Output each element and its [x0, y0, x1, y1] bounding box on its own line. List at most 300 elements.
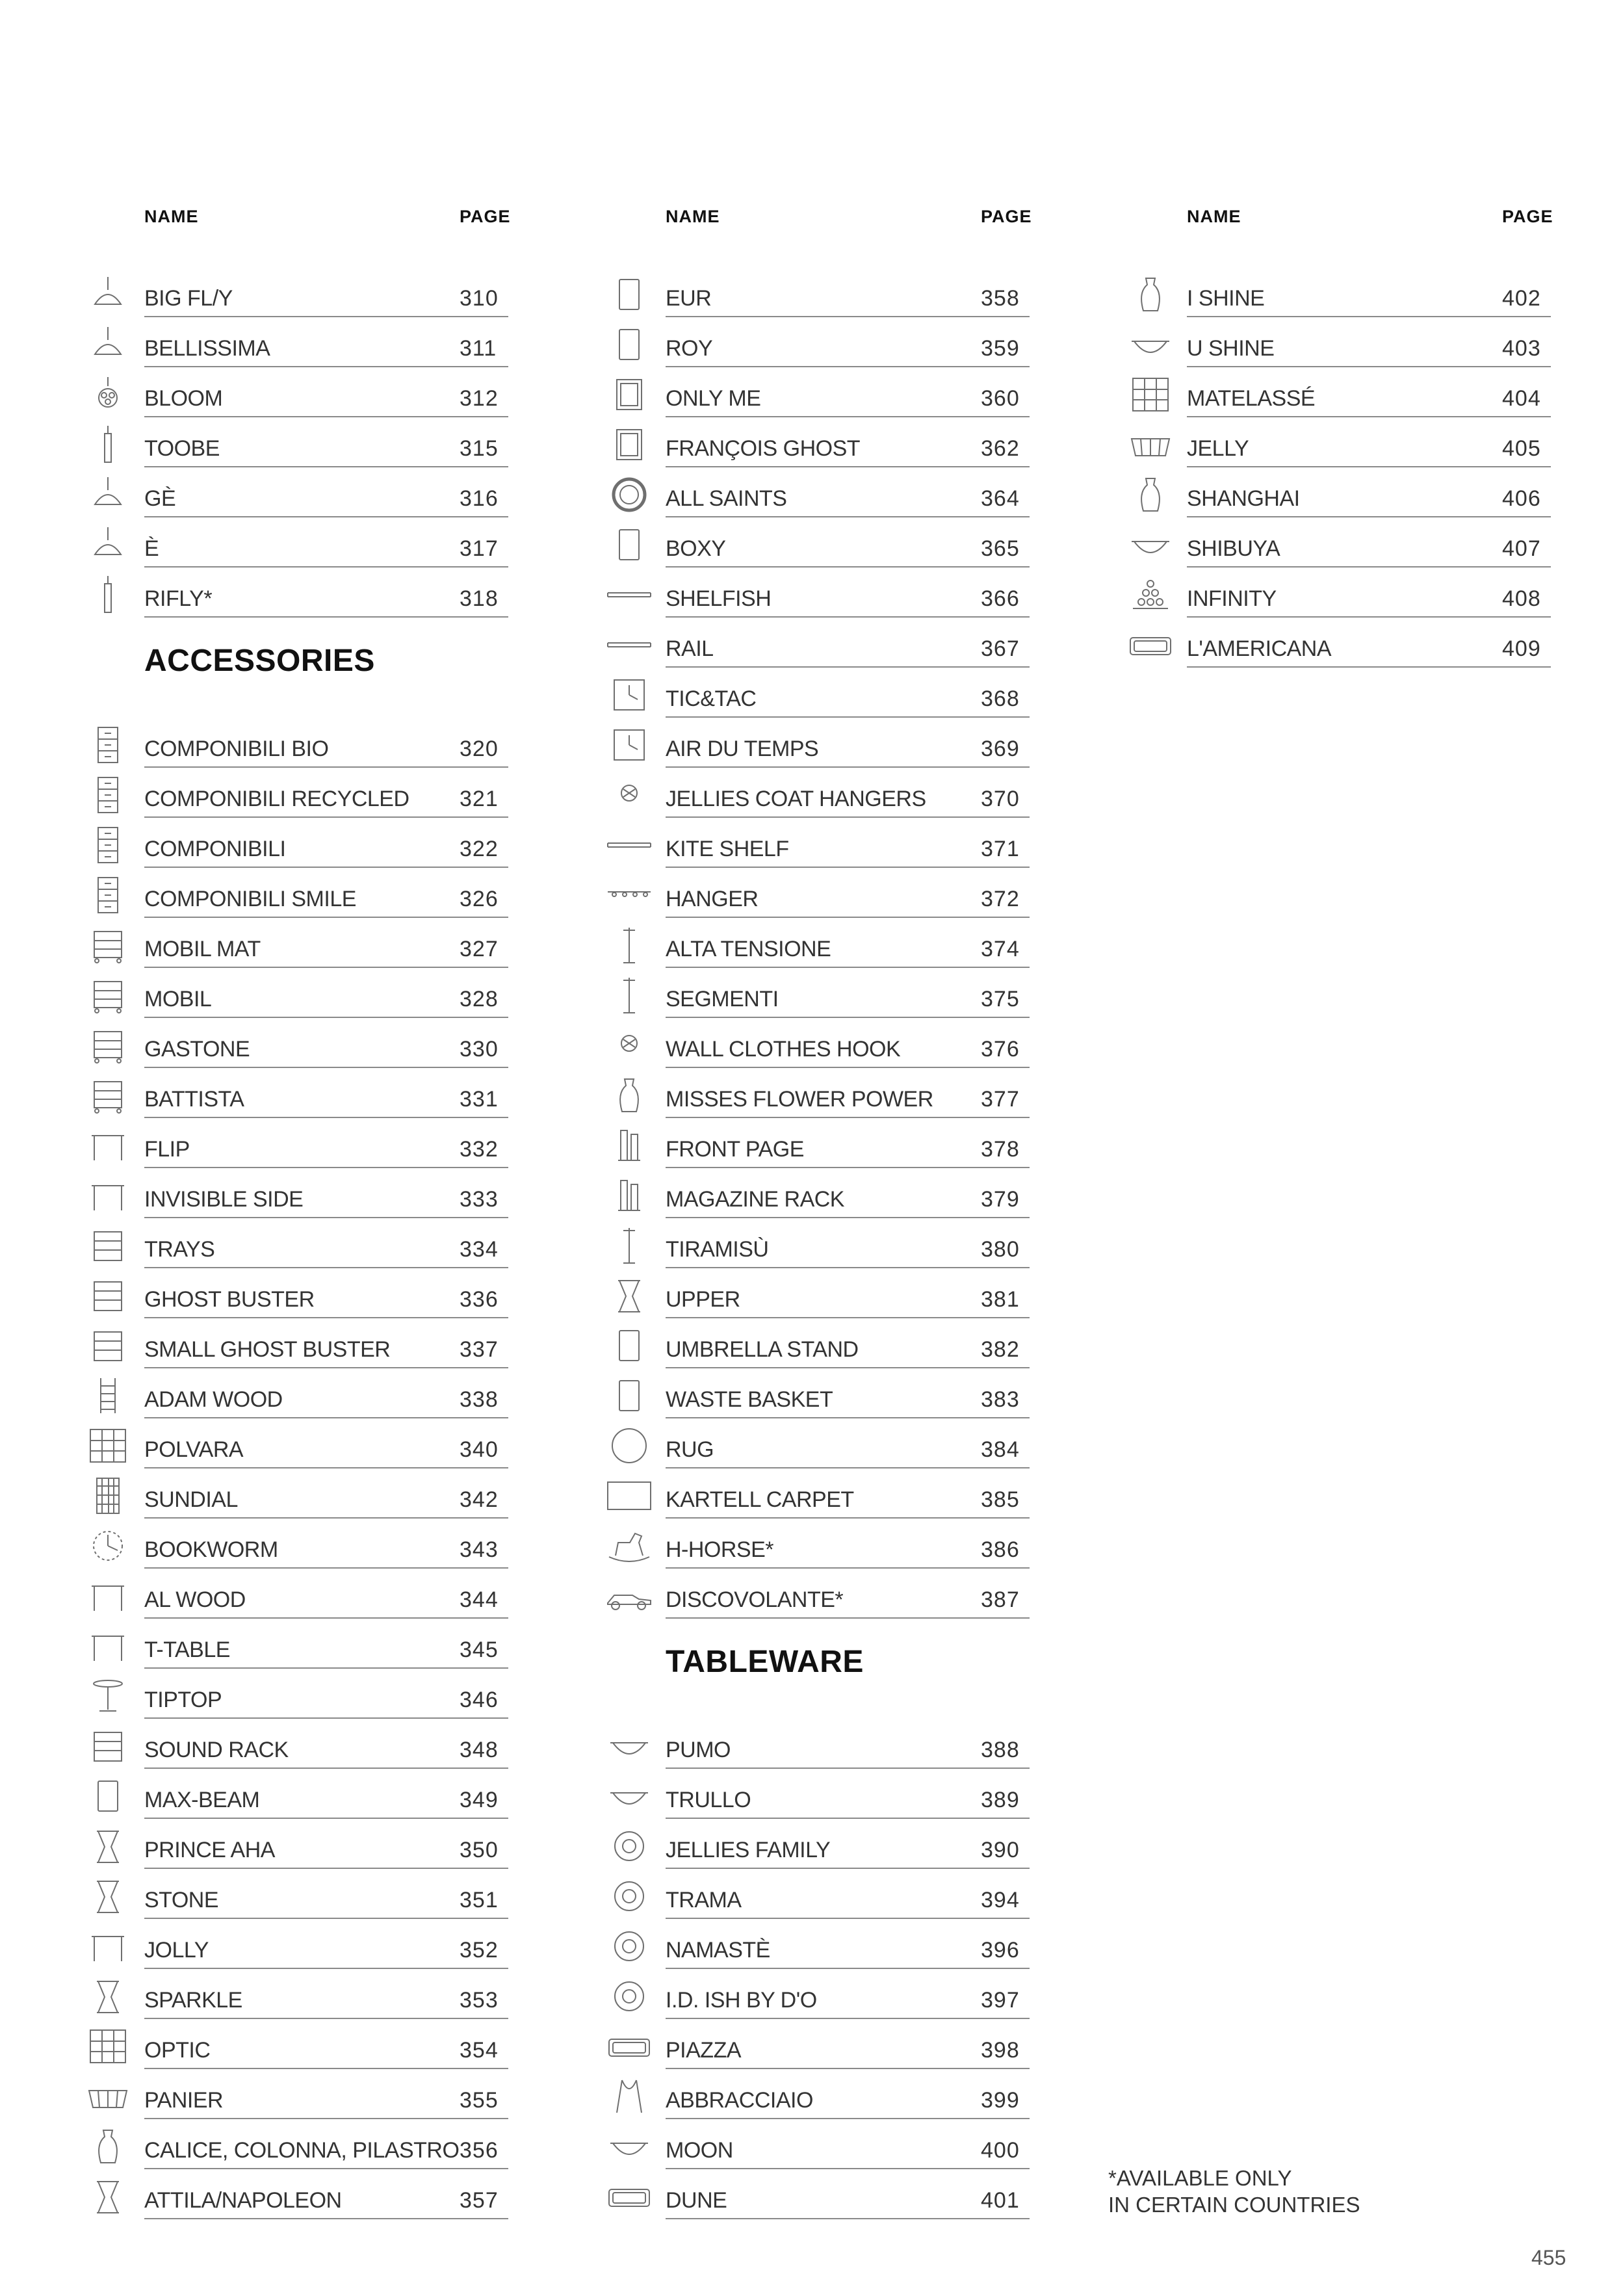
- bookcase-icon: [83, 1477, 133, 1515]
- entry-divider: [666, 2218, 1030, 2219]
- box-icon: [604, 526, 655, 564]
- plate-icon: [604, 1827, 655, 1865]
- box-icon: [83, 1777, 133, 1815]
- entry-name: ALTA TENSIONE: [666, 937, 831, 961]
- entry-name: TRULLO: [666, 1788, 751, 1812]
- entry-divider: [144, 1818, 508, 1819]
- index-entry: [144, 572, 664, 622]
- entry-page-number: 358: [981, 286, 1020, 311]
- toy-car-icon: [604, 1577, 655, 1615]
- entry-page-number: 342: [460, 1487, 499, 1512]
- entry-divider: [144, 917, 508, 918]
- entry-page-number: 374: [981, 937, 1020, 961]
- index-entry: [666, 2074, 1186, 2124]
- shelf-icon: [83, 1277, 133, 1314]
- section-title-tableware: TABLEWARE: [666, 1645, 864, 1679]
- index-entry: [666, 1974, 1186, 2024]
- column-header: [144, 207, 664, 233]
- entry-name: MOBIL: [144, 987, 212, 1011]
- entry-name: FRANÇOIS GHOST: [666, 436, 861, 461]
- entry-page-number: 352: [460, 1938, 499, 1963]
- entry-divider: [144, 2218, 508, 2219]
- entry-page-number: 366: [981, 586, 1020, 611]
- page-column-label: PAGE: [460, 207, 511, 226]
- entry-divider: [1187, 466, 1551, 467]
- index-entry: [144, 2174, 664, 2224]
- entry-page-number: 330: [460, 1037, 499, 1062]
- footnote: [1108, 2165, 1360, 2218]
- entry-name: ALL SAINTS: [666, 486, 787, 511]
- vase-icon: [604, 1076, 655, 1114]
- index-entry: [144, 722, 664, 772]
- entry-divider: [666, 1467, 1030, 1468]
- entry-name: TOOBE: [144, 436, 220, 461]
- index-entry: [666, 372, 1186, 422]
- entry-divider: [666, 1768, 1030, 1769]
- entry-page-number: 343: [460, 1537, 499, 1562]
- entry-name: TIPTOP: [144, 1688, 222, 1712]
- entry-name: BLOOM: [144, 386, 223, 411]
- index-entry: [144, 372, 664, 422]
- entry-name: BOXY: [666, 536, 726, 561]
- grid-shelf-icon: [1125, 376, 1176, 413]
- entry-name: I.D. ISH BY D'O: [666, 1988, 817, 2013]
- index-entry: [666, 422, 1186, 472]
- table-icon: [83, 1627, 133, 1665]
- entry-page-number: 327: [460, 937, 499, 961]
- round-shelf-icon: [83, 1527, 133, 1565]
- entry-divider: [666, 967, 1030, 968]
- index-entry: [144, 1173, 664, 1223]
- entry-name: NAMASTÈ: [666, 1938, 770, 1963]
- entry-divider: [666, 1267, 1030, 1268]
- grid-shelf-icon: [83, 1427, 133, 1465]
- bloom-lamp-icon: [83, 376, 133, 413]
- entry-divider: [144, 1117, 508, 1118]
- entry-divider: [144, 1918, 508, 1919]
- index-entry: [666, 572, 1186, 622]
- index-entry: [144, 2124, 664, 2174]
- table-icon: [83, 1177, 133, 1214]
- mirror-icon: [604, 426, 655, 463]
- box-icon: [604, 1327, 655, 1364]
- index-entry: [144, 1223, 664, 1273]
- index-entry: [666, 1823, 1186, 1873]
- entry-name: KARTELL CARPET: [666, 1487, 854, 1512]
- entry-page-number: 377: [981, 1087, 1020, 1112]
- entry-name: AIR DU TEMPS: [666, 737, 819, 761]
- entry-name: BIG FL/Y: [144, 286, 233, 311]
- entry-page-number: 331: [460, 1087, 499, 1112]
- entry-page-number: 375: [981, 987, 1020, 1011]
- entry-page-number: 406: [1502, 486, 1541, 511]
- bowl-icon: [1125, 526, 1176, 564]
- entry-name: SPARKLE: [144, 1988, 242, 2013]
- entry-page-number: 315: [460, 436, 499, 461]
- entry-name: RUG: [666, 1437, 714, 1462]
- entry-page-number: 400: [981, 2138, 1020, 2163]
- entry-divider: [666, 616, 1030, 618]
- entry-name: JELLIES FAMILY: [666, 1838, 831, 1862]
- entry-page-number: 334: [460, 1237, 499, 1262]
- entry-divider: [666, 2068, 1030, 2069]
- entry-page-number: 401: [981, 2188, 1020, 2213]
- entry-page-number: 381: [981, 1287, 1020, 1312]
- entry-name: POLVARA: [144, 1437, 244, 1462]
- hook-icon: [604, 776, 655, 814]
- plate-icon: [604, 1927, 655, 1965]
- entry-name: U SHINE: [1187, 336, 1275, 361]
- entry-name: COMPONIBILI: [144, 837, 286, 861]
- entry-name: H-HORSE*: [666, 1537, 774, 1562]
- box-icon: [604, 276, 655, 313]
- entry-name: INFINITY: [1187, 586, 1277, 611]
- entry-name: PUMO: [666, 1738, 731, 1762]
- entry-page-number: 360: [981, 386, 1020, 411]
- entry-name: GÈ: [144, 486, 176, 511]
- entry-divider: [144, 366, 508, 367]
- wall-shelf-icon: [604, 576, 655, 614]
- index-entry: [144, 1123, 664, 1173]
- entry-divider: [666, 1617, 1030, 1619]
- index-entry: [666, 472, 1186, 522]
- coat-stand-icon: [604, 1227, 655, 1264]
- entry-page-number: 340: [460, 1437, 499, 1462]
- entry-name: BELLISSIMA: [144, 336, 270, 361]
- index-entry: [1187, 472, 1623, 522]
- entry-name: COMPONIBILI RECYCLED: [144, 787, 409, 811]
- entry-divider: [666, 1117, 1030, 1118]
- vase-icon: [1125, 476, 1176, 514]
- entry-page-number: 398: [981, 2038, 1020, 2063]
- tube-lamp-icon: [83, 576, 133, 614]
- index-entry: [666, 972, 1186, 1023]
- entry-divider: [144, 1768, 508, 1769]
- shelf-icon: [83, 1227, 133, 1264]
- entry-page-number: 338: [460, 1387, 499, 1412]
- index-entry: [144, 1473, 664, 1523]
- index-entry: [666, 1573, 1186, 1623]
- entry-page-number: 383: [981, 1387, 1020, 1412]
- entry-page-number: 344: [460, 1587, 499, 1612]
- drawer-unit-icon: [83, 726, 133, 764]
- index-entry: [1187, 272, 1623, 322]
- index-entry: [666, 522, 1186, 572]
- entry-divider: [666, 867, 1030, 868]
- entry-page-number: 346: [460, 1688, 499, 1712]
- entry-divider: [666, 2168, 1030, 2169]
- entry-page-number: 370: [981, 787, 1020, 811]
- entry-page-number: 351: [460, 1888, 499, 1912]
- section-title-accessories: ACCESSORIES: [144, 644, 375, 678]
- entry-page-number: 376: [981, 1037, 1020, 1062]
- entry-divider: [144, 1267, 508, 1268]
- entry-name: MAGAZINE RACK: [666, 1187, 844, 1212]
- entry-divider: [666, 1868, 1030, 1869]
- index-entry: [144, 472, 664, 522]
- index-entry: [144, 1773, 664, 1823]
- index-entry: [666, 2024, 1186, 2074]
- entry-name: RIFLY*: [144, 586, 213, 611]
- entry-divider: [144, 967, 508, 968]
- entry-divider: [666, 1217, 1030, 1218]
- entry-name: TIC&TAC: [666, 686, 757, 711]
- entry-name: STONE: [144, 1888, 219, 1912]
- entry-divider: [144, 316, 508, 317]
- footnote-line-1: *AVAILABLE ONLY: [1108, 2166, 1292, 2190]
- trolley-icon: [83, 1076, 133, 1114]
- entry-name: TIRAMISÙ: [666, 1237, 769, 1262]
- entry-page-number: 394: [981, 1888, 1020, 1912]
- entry-divider: [144, 1968, 508, 1969]
- entry-page-number: 409: [1502, 636, 1541, 661]
- entry-divider: [144, 1167, 508, 1168]
- entry-page-number: 397: [981, 1988, 1020, 2013]
- index-entry: [666, 872, 1186, 922]
- entry-page-number: 379: [981, 1187, 1020, 1212]
- entry-divider: [666, 917, 1030, 918]
- entry-divider: [666, 1968, 1030, 1969]
- index-entry: [666, 272, 1186, 322]
- entry-divider: [144, 416, 508, 417]
- entry-divider: [666, 316, 1030, 317]
- entry-name: WASTE BASKET: [666, 1387, 833, 1412]
- entry-name: EUR: [666, 286, 712, 311]
- entry-page-number: 320: [460, 737, 499, 761]
- page-column-label: PAGE: [981, 207, 1032, 226]
- entry-name: RAIL: [666, 636, 714, 661]
- table-icon: [83, 1577, 133, 1615]
- entry-name: WALL CLOTHES HOOK: [666, 1037, 901, 1062]
- entry-divider: [144, 766, 508, 768]
- entry-name: COMPONIBILI SMILE: [144, 887, 356, 911]
- entry-page-number: 355: [460, 2088, 499, 2113]
- entry-divider: [666, 566, 1030, 567]
- ladder-icon: [83, 1377, 133, 1415]
- pendant-lamp-icon: [83, 276, 133, 313]
- round-rug-icon: [604, 1427, 655, 1465]
- entry-divider: [144, 1067, 508, 1068]
- trolley-icon: [83, 1026, 133, 1064]
- entry-divider: [144, 2018, 508, 2019]
- index-entry: [144, 1623, 664, 1673]
- entry-divider: [666, 366, 1030, 367]
- index-entry: [144, 1073, 664, 1123]
- entry-page-number: 316: [460, 486, 499, 511]
- entry-page-number: 369: [981, 737, 1020, 761]
- entry-page-number: 350: [460, 1838, 499, 1862]
- entry-name: TRAMA: [666, 1888, 742, 1912]
- index-entry: [666, 1523, 1186, 1573]
- index-entry: [144, 272, 664, 322]
- index-entry: [666, 1473, 1186, 1523]
- bowl-icon: [1125, 326, 1176, 363]
- name-column-label: NAME: [144, 207, 199, 226]
- entry-page-number: 311: [460, 336, 497, 361]
- entry-divider: [666, 2018, 1030, 2019]
- entry-divider: [666, 2118, 1030, 2119]
- entry-name: PANIER: [144, 2088, 224, 2113]
- stand-icon: [604, 2078, 655, 2115]
- index-entry: [144, 1373, 664, 1423]
- index-entry: [1187, 622, 1623, 672]
- entry-name: DISCOVOLANTE*: [666, 1587, 844, 1612]
- entry-page-number: 318: [460, 586, 499, 611]
- entry-divider: [144, 2118, 508, 2119]
- entry-page-number: 382: [981, 1337, 1020, 1362]
- entry-name: ROY: [666, 336, 713, 361]
- entry-name: MOON: [666, 2138, 733, 2163]
- entry-name: AL WOOD: [144, 1587, 246, 1612]
- round-mirror-icon: [604, 476, 655, 514]
- entry-name: L'AMERICANA: [1187, 636, 1332, 661]
- trolley-icon: [83, 976, 133, 1014]
- index-entry: [144, 1924, 664, 1974]
- index-entry: [144, 1273, 664, 1323]
- entry-divider: [1187, 416, 1551, 417]
- box-icon: [604, 1377, 655, 1415]
- entry-page-number: 317: [460, 536, 499, 561]
- entry-name: È: [144, 536, 159, 561]
- entry-divider: [666, 1317, 1030, 1318]
- clock-icon: [604, 726, 655, 764]
- stool-icon: [604, 1277, 655, 1314]
- entry-name: SOUND RACK: [144, 1738, 289, 1762]
- pedestal-table-icon: [83, 1677, 133, 1715]
- index-entry: [666, 1323, 1186, 1373]
- entry-page-number: 333: [460, 1187, 499, 1212]
- entry-page-number: 357: [460, 2188, 499, 2213]
- entry-divider: [144, 2068, 508, 2069]
- plate-icon: [604, 1877, 655, 1915]
- entry-divider: [144, 616, 508, 618]
- entry-page-number: 312: [460, 386, 499, 411]
- stool-icon: [83, 1977, 133, 2015]
- index-entry: [144, 422, 664, 472]
- entry-page-number: 372: [981, 887, 1020, 911]
- pendant-lamp-icon: [83, 476, 133, 514]
- entry-name: I SHINE: [1187, 286, 1265, 311]
- entry-divider: [144, 1217, 508, 1218]
- entry-page-number: 364: [981, 486, 1020, 511]
- entry-divider: [144, 466, 508, 467]
- footnote-line-2: IN CERTAIN COUNTRIES: [1108, 2193, 1360, 2217]
- index-entry: [144, 1823, 664, 1873]
- index-entry: [144, 1723, 664, 1773]
- stool-icon: [83, 1877, 133, 1915]
- pendant-lamp-icon: [83, 526, 133, 564]
- entry-name: PIAZZA: [666, 2038, 742, 2063]
- index-entry: [144, 1873, 664, 1924]
- entry-page-number: 388: [981, 1738, 1020, 1762]
- entry-page-number: 368: [981, 686, 1020, 711]
- entry-name: ATTILA/NAPOLEON: [144, 2188, 342, 2213]
- entry-page-number: 336: [460, 1287, 499, 1312]
- shelf-icon: [83, 1727, 133, 1765]
- stool-icon: [83, 2178, 133, 2215]
- entry-page-number: 345: [460, 1637, 499, 1662]
- entry-name: OPTIC: [144, 2038, 211, 2063]
- entry-page-number: 362: [981, 436, 1020, 461]
- bowl-icon: [604, 1777, 655, 1815]
- entry-page-number: 396: [981, 1938, 1020, 1963]
- entry-name: ADAM WOOD: [144, 1387, 283, 1412]
- entry-divider: [144, 1417, 508, 1418]
- entry-name: UMBRELLA STAND: [666, 1337, 859, 1362]
- index-entry: [666, 772, 1186, 822]
- index-entry: [666, 1273, 1186, 1323]
- entry-page-number: 356: [460, 2138, 499, 2163]
- entry-name: BATTISTA: [144, 1087, 244, 1112]
- entry-page-number: 403: [1502, 336, 1541, 361]
- entry-divider: [666, 466, 1030, 467]
- index-entry: [144, 972, 664, 1023]
- entry-page-number: 384: [981, 1437, 1020, 1462]
- index-entry: [666, 672, 1186, 722]
- box-icon: [604, 326, 655, 363]
- mirror-icon: [604, 376, 655, 413]
- entry-divider: [144, 1868, 508, 1869]
- entry-page-number: 359: [981, 336, 1020, 361]
- entry-divider: [666, 1017, 1030, 1018]
- entry-divider: [666, 766, 1030, 768]
- entry-name: FLIP: [144, 1137, 190, 1162]
- page-number: 455: [1531, 2246, 1566, 2269]
- entry-name: HANGER: [666, 887, 759, 911]
- table-icon: [83, 1127, 133, 1164]
- entry-name: SEGMENTI: [666, 987, 779, 1011]
- entry-name: MISSES FLOWER POWER: [666, 1087, 933, 1112]
- index-entry: [144, 872, 664, 922]
- entry-divider: [144, 1467, 508, 1468]
- entry-name: KITE SHELF: [666, 837, 789, 861]
- index-entry: [144, 1323, 664, 1373]
- entry-divider: [144, 1317, 508, 1318]
- entry-page-number: 332: [460, 1137, 499, 1162]
- tray-icon: [1125, 626, 1176, 664]
- vase-icon: [83, 2128, 133, 2165]
- index-entry: [666, 1873, 1186, 1924]
- entry-divider: [666, 416, 1030, 417]
- entry-page-number: 387: [981, 1587, 1020, 1612]
- entry-divider: [666, 1918, 1030, 1919]
- name-column-label: NAME: [666, 207, 720, 226]
- entry-name: MATELASSÉ: [1187, 386, 1316, 411]
- entry-name: TRAYS: [144, 1237, 215, 1262]
- entry-page-number: 386: [981, 1537, 1020, 1562]
- index-entry: [666, 2174, 1186, 2224]
- entry-page-number: 367: [981, 636, 1020, 661]
- entry-name: SMALL GHOST BUSTER: [144, 1337, 391, 1362]
- index-entry: [144, 922, 664, 972]
- entry-page-number: 321: [460, 787, 499, 811]
- entry-divider: [144, 1617, 508, 1619]
- entry-page-number: 407: [1502, 536, 1541, 561]
- entry-page-number: 408: [1502, 586, 1541, 611]
- entry-name: JELLIES COAT HANGERS: [666, 787, 926, 811]
- magazine-rack-icon: [604, 1177, 655, 1214]
- index-entry: [666, 1373, 1186, 1423]
- index-entry: [144, 772, 664, 822]
- stool-icon: [83, 1827, 133, 1865]
- wall-shelf-icon: [604, 626, 655, 664]
- entry-divider: [666, 716, 1030, 718]
- bowl-icon: [604, 1727, 655, 1765]
- index-entry: [666, 722, 1186, 772]
- column-header: [666, 207, 1186, 233]
- entry-name: CALICE, COLONNA, PILASTRO: [144, 2138, 460, 2163]
- entry-page-number: 337: [460, 1337, 499, 1362]
